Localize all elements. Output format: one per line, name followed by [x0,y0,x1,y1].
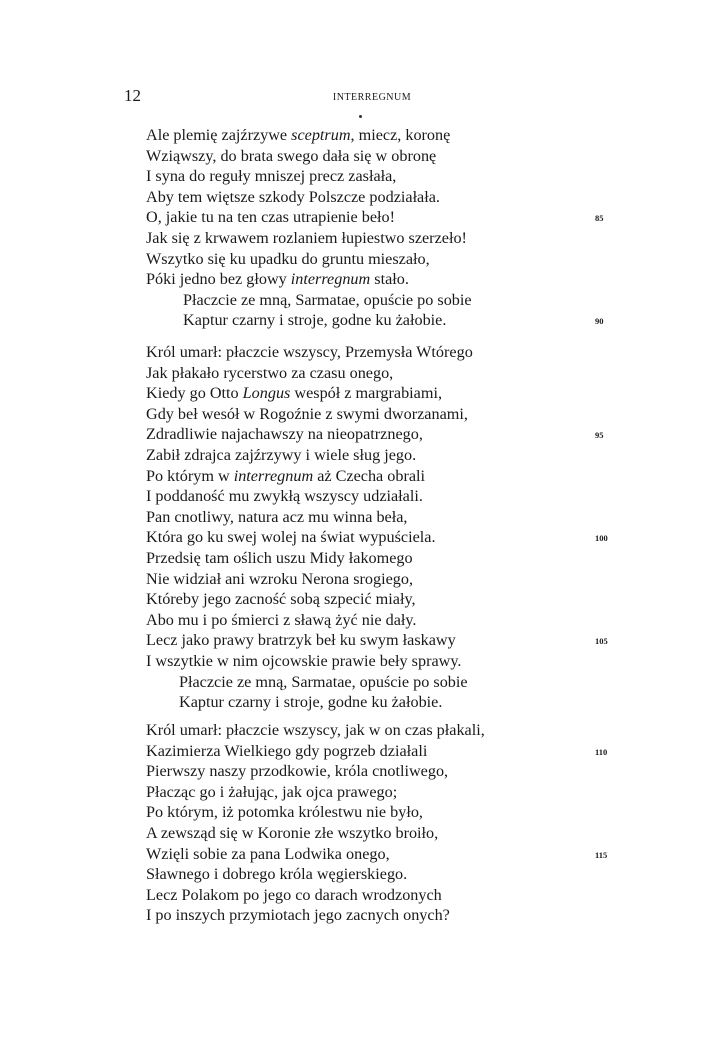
poem-line-text [146,508,407,526]
line-number: 85 [595,213,604,224]
running-title: INTERREGNUM [332,92,412,103]
poem-line [146,310,616,331]
poem-line-text [146,803,423,821]
poem-line [146,864,616,885]
poem-line-text [146,467,425,485]
poem-line [146,905,616,926]
poem-line [146,569,616,590]
poem-line-text [146,570,413,588]
poem-line-text [146,611,416,629]
line-number: 95 [595,430,604,441]
ornament-dot [359,115,362,118]
poem-line [146,692,616,713]
poem-line [146,342,616,363]
text-run: I syna do reguły mniszej precz zasłała, [146,167,397,186]
poem-line-text [146,147,436,165]
poem-line-text [146,126,450,144]
poem-line-text [146,865,407,883]
poem-line-text [183,291,472,309]
text-run: Pan cnotliwy, natura acz mu winna beła, [146,507,408,526]
poem-line-text [146,845,390,863]
poem-line [146,610,616,631]
stanza-2 [146,342,616,713]
italic-term: sceptrum [291,126,351,144]
italic-term: interregnum [290,270,371,289]
text-run: Któreby jego zacność sobą szpecić miały, [146,590,416,609]
text-run: Gdy beł wesół w Rogoźnie z swymi dworzanami, [146,404,468,423]
text-run: Kazimierza Wielkiego gdy pogrzeb działali [146,741,428,760]
poem-line [146,885,616,906]
page-number: 12 [124,86,141,105]
line-number: 115 [595,849,608,860]
poem-line-text [146,487,423,505]
poem-line-text [146,721,485,739]
poem-line [146,249,616,270]
text-run: Wzięli sobie za pana Lodwika onego, [146,844,390,863]
poem-line [146,383,616,404]
poem-line-text [183,311,446,329]
text-run: Póki jedno bez głowy [146,270,291,289]
poem-line-text [179,673,468,691]
text-run: I wszytkie w nim ojcowskie prawie beły sprawy. [146,651,462,670]
poem-line [146,269,616,290]
line-number: 110 [595,746,608,757]
poem-line-text [146,425,423,443]
poem-line [146,125,616,146]
text-run: Aby tem więtsze szkody Polszcze podziałała. [146,187,440,206]
text-run: Sławnego i dobrego króla węgierskiego. [146,865,408,884]
text-run: Zabił zdrajca zajźrzywy i wiele sług jego. [146,445,417,464]
poem-line [146,630,616,651]
stanza-1 [146,125,616,331]
poem-line [146,782,616,803]
text-run: Pierwszy naszy przodkowie, króla cnotliwego, [146,762,449,781]
poem-line [146,651,616,672]
text-run: Która go ku swej wolej na świat wypuściela. [146,528,436,547]
text-run: wespół z margrabiami, [290,384,442,403]
poem-line [146,823,616,844]
poem-line-text [146,783,397,801]
stanza-3 [146,720,616,926]
poem-line [146,290,616,311]
text-run: Król umarł: płaczcie wszyscy, jak w on czas płakali, [146,721,485,739]
text-run: Kaptur czarny i stroje, godne ku żałobie. [183,311,447,330]
poem-line-text [146,631,456,649]
text-run: Zdradliwie najachawszy na nieopatrznego, [146,425,423,444]
poem-line [146,424,616,445]
poem-line [146,445,616,466]
poem-line-text [146,405,468,423]
poem-line-text [146,590,416,608]
text-run: Płaczcie ze mną, Sarmatae, opuście po sobie [179,672,468,691]
line-number: 105 [595,636,608,647]
text-run: Po którym w [146,466,234,485]
poem-line-text [146,762,448,780]
line-number: 100 [595,533,608,544]
text-run: I poddaność mu zwykłą wszyscy udziałali. [146,487,423,506]
poem-line-text [146,208,395,226]
italic-term: interregnum [233,466,314,485]
poem-line-text [146,652,461,670]
line-number: 90 [595,316,604,327]
poem-line [146,589,616,610]
poem-line [146,548,616,569]
poem-line-text [146,824,438,842]
text-run: Płacząc go i żałując, jak ojca prawego; [146,782,398,801]
text-run: Lecz jako prawy bratrzyk beł ku swym łaskawy [146,631,456,650]
poem-line-text [146,906,450,924]
poem-line [146,527,616,548]
poem-line [146,146,616,167]
poem-line-text [146,250,430,268]
poem-line-text [146,528,436,546]
text-run: Po którym, iż potomka królestwu nie było, [146,803,423,822]
poem-line-text [146,364,393,382]
text-run: stało. [370,270,409,289]
poem-line-text [146,188,440,206]
poem-line-text [146,549,413,567]
poem-line [146,761,616,782]
poem-line-text [146,167,396,185]
text-run: Ale plemię zajźrzywe [146,126,292,144]
poem-line [146,720,616,741]
text-run: Wziąwszy, do brata swego dała się w obronę [146,146,437,165]
poem-line-text [146,886,442,904]
text-run: Płaczcie ze mną, Sarmatae, opuście po sobie [183,290,472,309]
poem-line-text [146,229,467,247]
poem-line [146,486,616,507]
text-run: Lecz Polakom po jego co darach wrodzonych [146,885,442,904]
poem-line-text [179,693,442,711]
poem-line [146,802,616,823]
poem-line [146,404,616,425]
poem-line [146,466,616,487]
text-run: I po inszych przymiotach jego zacnych onych? [146,906,450,925]
text-run: Król umarł: płaczcie wszyscy, Przemysła Wtórego [146,343,473,361]
text-run: Jak się z krwawem rozlaniem łupiestwo szerzeło! [146,228,467,247]
text-run: Jak płakało rycerstwo za czasu onego, [146,363,394,382]
poem-line [146,166,616,187]
poem-line [146,844,616,865]
poem-line-text [146,270,409,288]
poem-line [146,507,616,528]
poem-line [146,741,616,762]
text-run: A zewsząd się w Koronie złe wszytko broiło, [146,823,439,842]
text-run: , miecz, koronę [350,126,451,144]
italic-term: Longus [242,384,291,403]
poem-line-text [146,742,427,760]
poem-line [146,228,616,249]
text-run: Kiedy go Otto [146,384,243,403]
text-run: Przedsię tam oślich uszu Midy łakomego [146,548,413,567]
poem-line [146,363,616,384]
poem-line [146,187,616,208]
text-run: Kaptur czarny i stroje, godne ku żałobie. [179,693,443,712]
poem-line-text [146,446,416,464]
text-run: Nie widział ani wzroku Nerona srogiego, [146,569,414,588]
text-run: O, jakie tu na ten czas utrapienie beło! [146,208,396,227]
poem-line-text [146,343,473,361]
poem-line-text [146,384,442,402]
poem-line [146,672,616,693]
text-run: aż Czecha obrali [313,466,426,485]
poem-line [146,207,616,228]
text-run: Abo mu i po śmierci z sławą żyć nie dały. [146,610,417,629]
text-run: Wszytko się ku upadku do gruntu mieszało, [146,249,430,268]
